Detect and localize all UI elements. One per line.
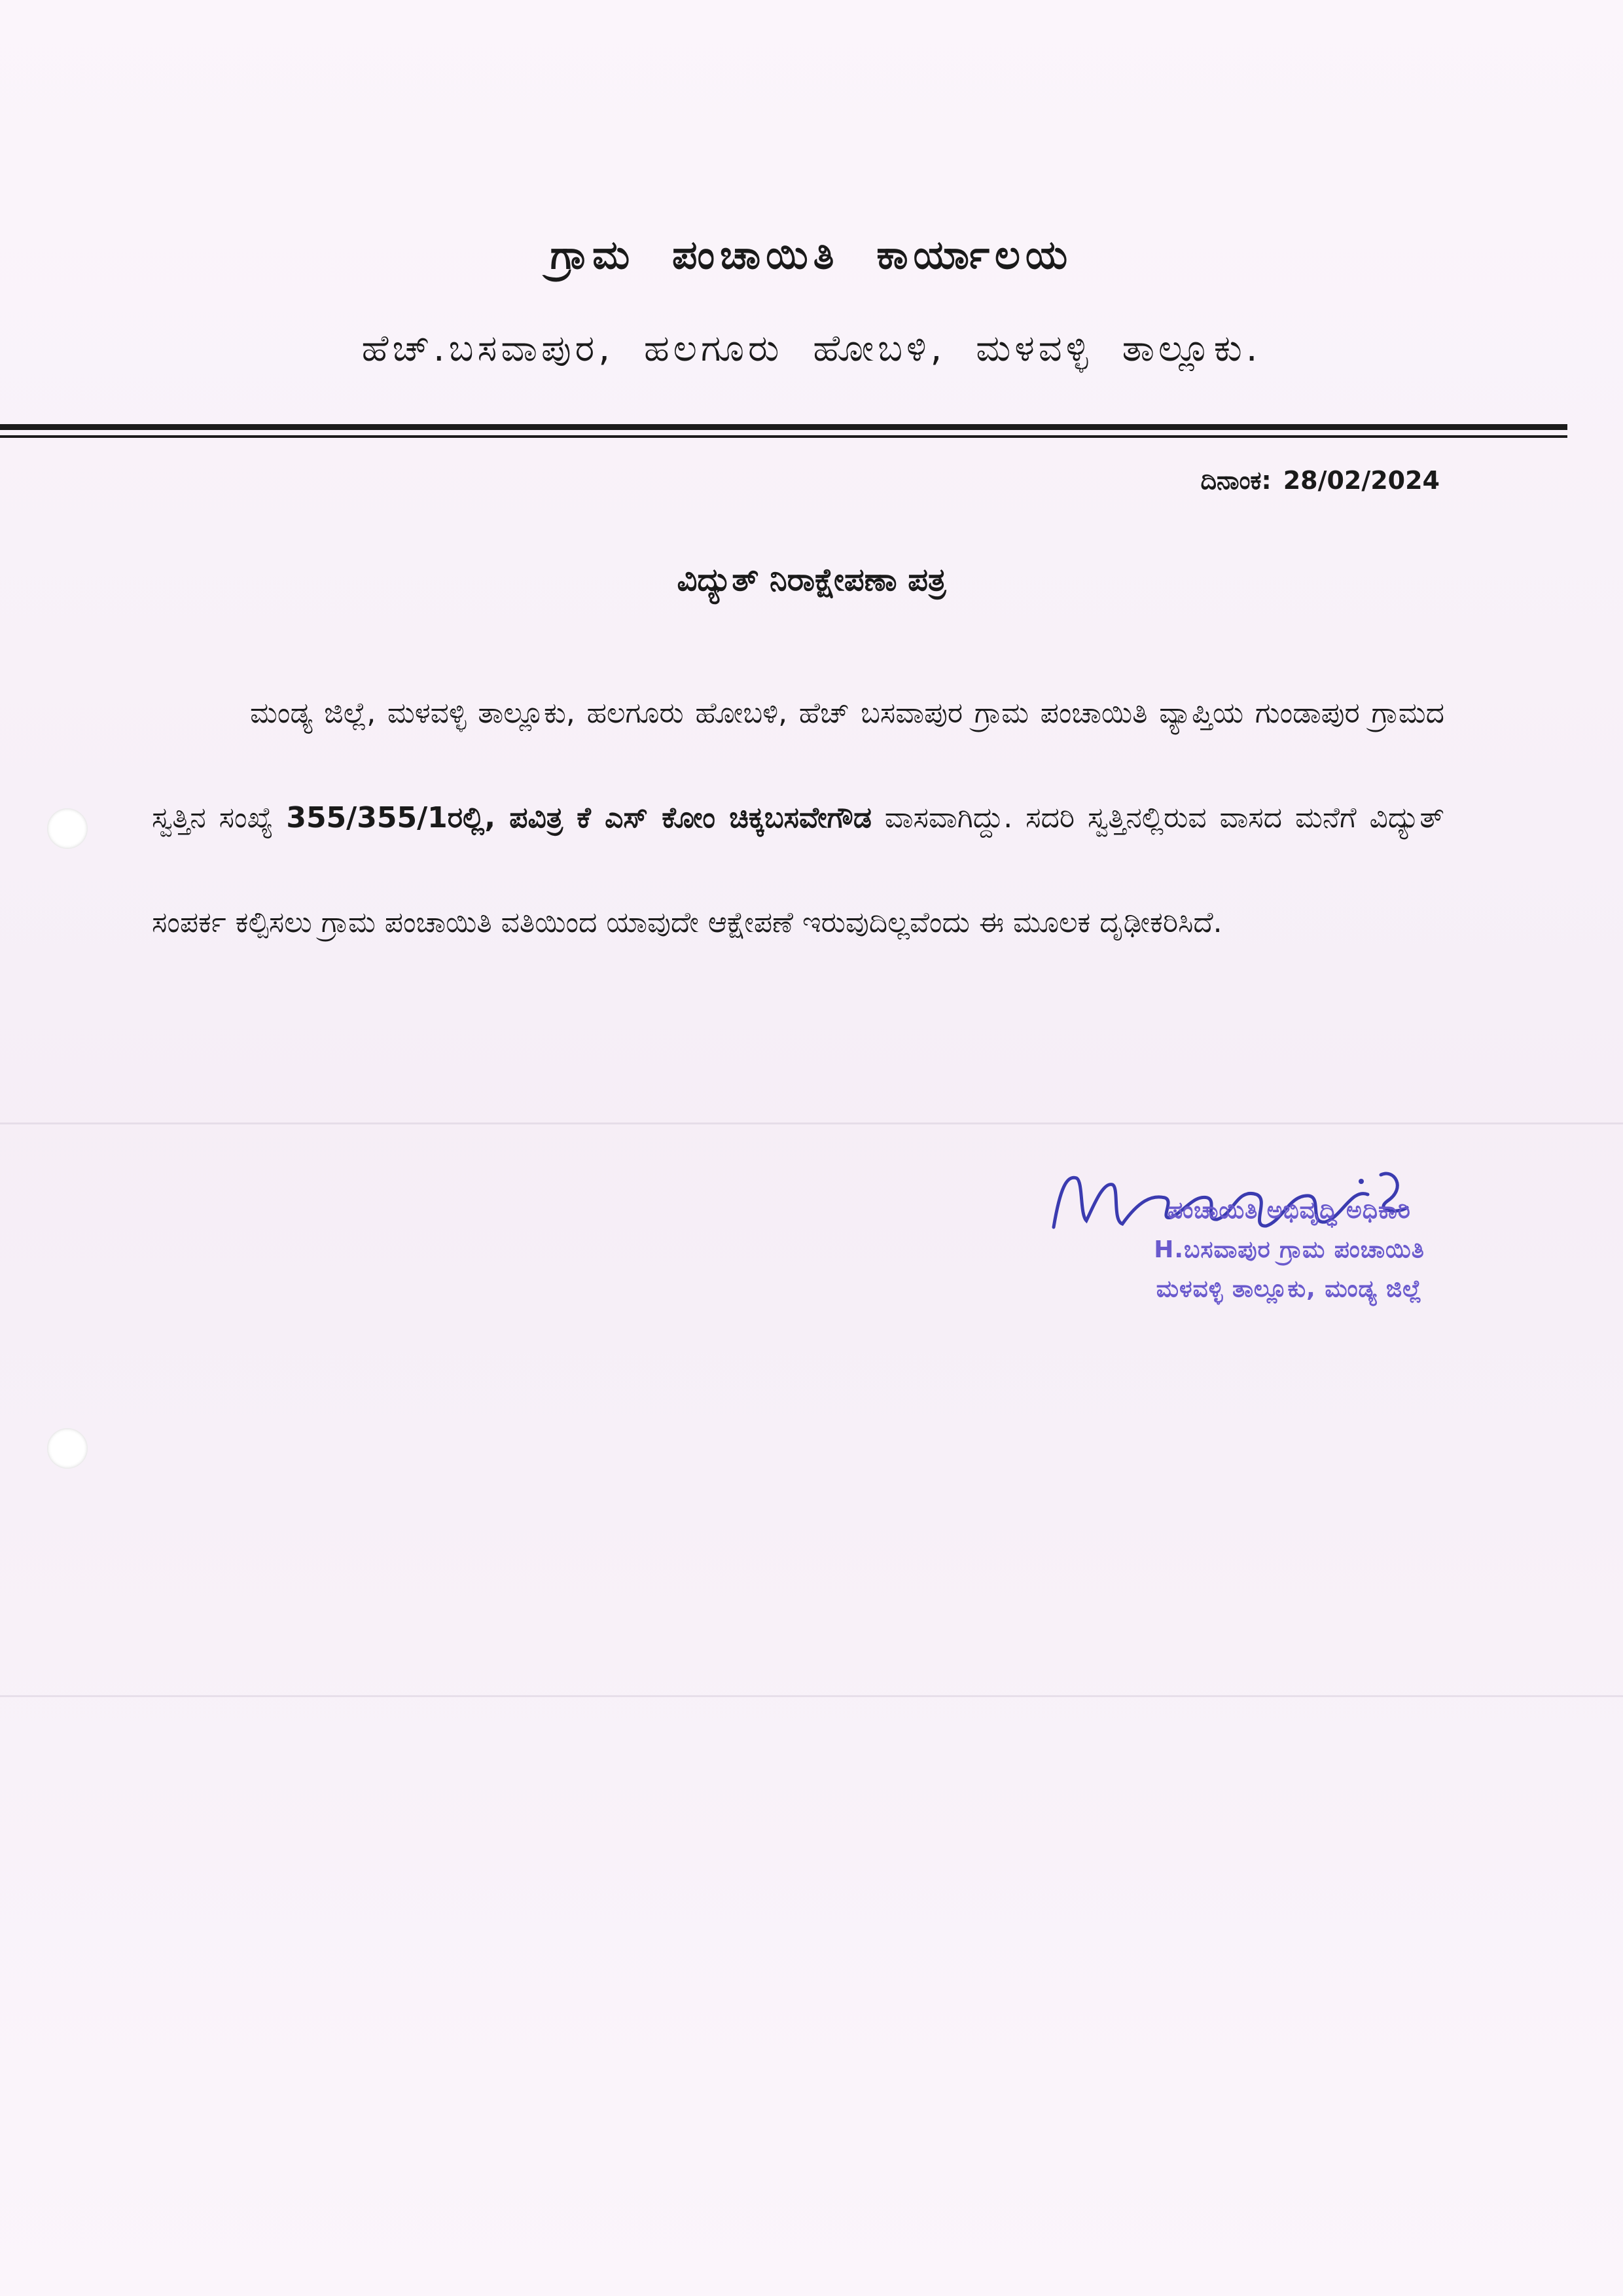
header-rule	[0, 424, 1567, 430]
body-property-details: 355/355/1ರಲ್ಲಿ, ಪವಿತ್ರ ಕೆ ಎಸ್ ಕೋಂ ಚಿಕ್ಕಬಸವೇಗೌಡ	[286, 801, 872, 834]
paper-fold	[0, 1122, 1623, 1124]
punch-hole	[47, 808, 88, 849]
date-line	[1200, 466, 1440, 495]
stamp-panchayat: H.ಬಸವಾಪುರ ಗ್ರಾಮ ಪಂಚಾಯಿತಿ	[1154, 1236, 1425, 1263]
date-value: 28/02/2024	[1283, 466, 1440, 495]
office-address: ಹೆಚ್.ಬಸವಾಪುರ, ಹಲಗೂರು ಹೋಬಳಿ, ಮಳವಳ್ಳಿ ತಾಲ್ಲೂಕು.	[361, 327, 1262, 370]
date-label: ದಿನಾಂಕ:	[1200, 466, 1272, 495]
punch-hole	[47, 1428, 88, 1469]
body-text-part2: ವಾಸವಾಗಿದ್ದು. ಸದರಿ ಸ್ವತ್ತಿನಲ್ಲಿರುವ ವಾಸದ ಮನೆಗೆ ವಿದ್ಯುತ್ ಸಂಪರ್ಕ ಕಲ್ಪಿಸಲು ಗ್ರಾಮ ಪಂಚಾಯಿತಿ ವತಿಯಿಂದ ಯಾವುದೇ ಆಕ್ಷೇಪಣೆ ಇರುವುದಿಲ್ಲವೆಂದು ಈ ಮೂಲಕ ದೃಢೀಕರಿಸಿದೆ.	[152, 801, 1444, 939]
stamp-location: ಮಳವಳ್ಳಿ ತಾಲ್ಲೂಕು, ಮಂಡ್ಯ ಜಿಲ್ಲೆ	[1156, 1276, 1423, 1302]
header-rule-thin	[0, 435, 1567, 438]
letter-subject: ವಿದ್ಯುತ್ ನಿರಾಕ್ಷೇಪಣಾ ಪತ್ರ	[677, 562, 946, 598]
paper-fold	[0, 1695, 1623, 1697]
letter-body	[152, 661, 1444, 975]
official-stamp	[1060, 1191, 1518, 1309]
stamp-designation: ಪಂಚಾಯಿತಿ ಅಭಿವೃದ್ಧಿ ಅಧಿಕಾರಿ	[1168, 1197, 1411, 1224]
body-text-part1: ಮಂಡ್ಯ ಜಿಲ್ಲೆ, ಮಳವಳ್ಳಿ ತಾಲ್ಲೂಕು, ಹಲಗೂರು ಹೋಬಳಿ, ಹೆಚ್ ಬಸವಾಪುರ ಗ್ರಾಮ ಪಂಚಾಯಿತಿ ವ್ಯಾಪ್ತಿಯ ಗುಂಡಾಪುರ ಗ್ರಾಮದ ಸ್ವತ್ತಿನ ಸಂಖ್ಯೆ	[152, 696, 1444, 834]
office-name-heading: ಗ್ರಾಮ ಪಂಚಾಯಿತಿ ಕಾರ್ಯಾಲಯ	[550, 232, 1073, 278]
